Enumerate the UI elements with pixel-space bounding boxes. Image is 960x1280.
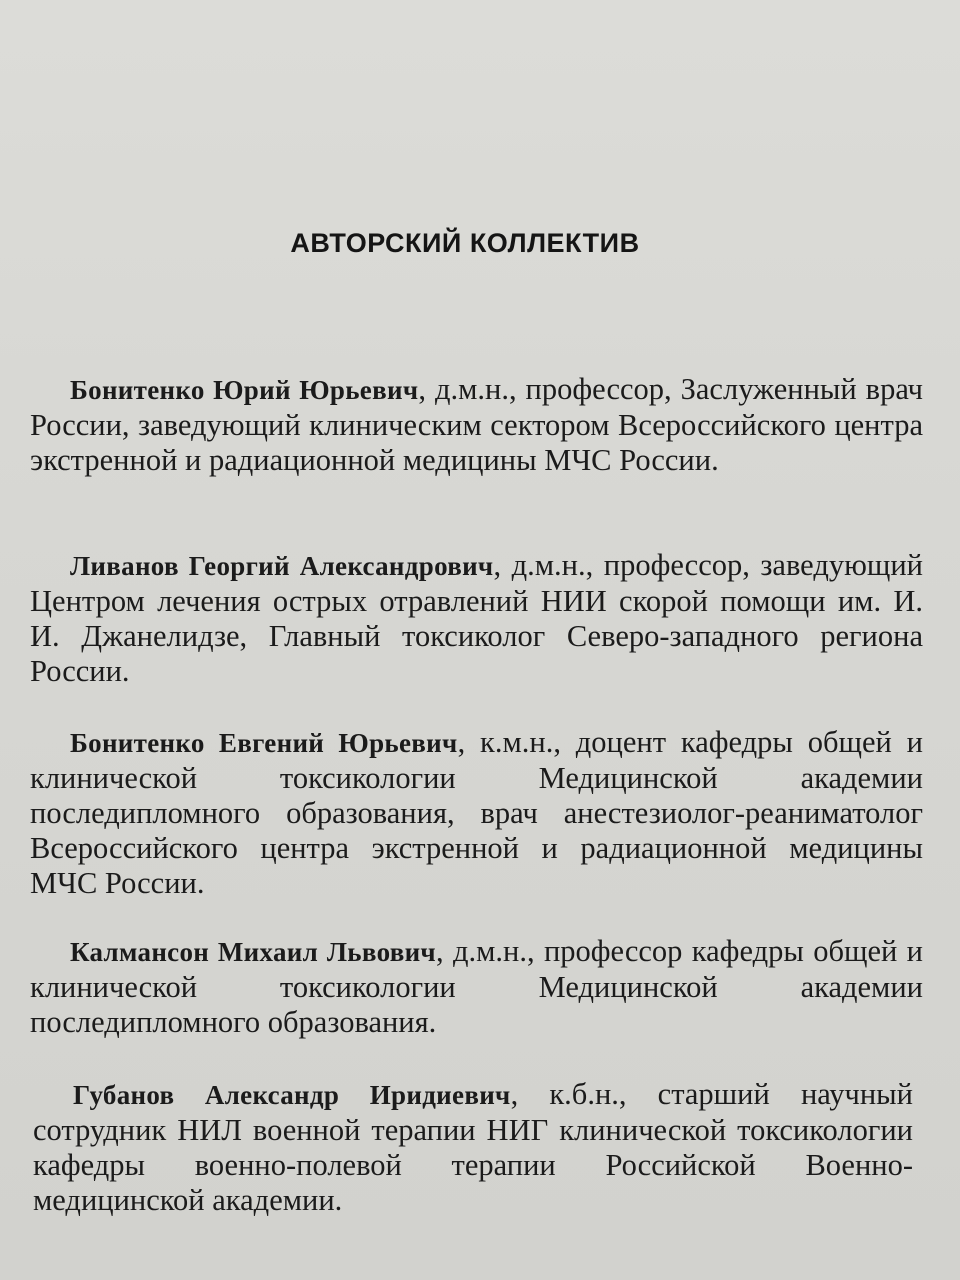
author-description: , к.б.н., старший научный сотрудник НИЛ военной терапии НИГ клинической токсикологии кафедры военно-полевой терапии Российской Военно-медицинской академии. [33, 1076, 913, 1217]
author-name: Ливанов Георгий Александрович [70, 550, 494, 581]
author-description: , д.м.н., профессор кафедры общей и клинической токсикологии Медицинской академии последипломного образования. [30, 933, 923, 1039]
author-entry [30, 372, 923, 478]
author-entry [33, 1077, 913, 1218]
author-name: Бонитенко Юрий Юрьевич [70, 374, 419, 405]
author-entry [30, 934, 923, 1040]
author-entry [30, 725, 923, 901]
page-title: АВТОРСКИЙ КОЛЛЕКТИВ [290, 228, 640, 258]
author-description: , к.м.н., доцент кафедры общей и клинической токсикологии Медицинской академии последипломного образования, врач анестезиолог-реаниматолог Всероссийского центра экстренной и радиационной медицины МЧС России. [30, 724, 923, 900]
author-name: Губанов Александр Иридиевич [73, 1079, 511, 1110]
author-description: , д.м.н., профессор, Заслуженный врач России, заведующий клиническим сектором Всероссийского центра экстренной и радиационной медицины МЧС России. [30, 371, 923, 477]
author-name: Бонитенко Евгений Юрьевич [70, 727, 458, 758]
author-description: , д.м.н., профессор, заведующий Центром лечения острых отравлений НИИ скорой помощи им. И. И. Джанелидзе, Главный токсиколог Северо-западного региона России. [30, 547, 923, 688]
author-name: Калмансон Михаил Львович [70, 936, 436, 967]
author-entry [30, 548, 923, 689]
